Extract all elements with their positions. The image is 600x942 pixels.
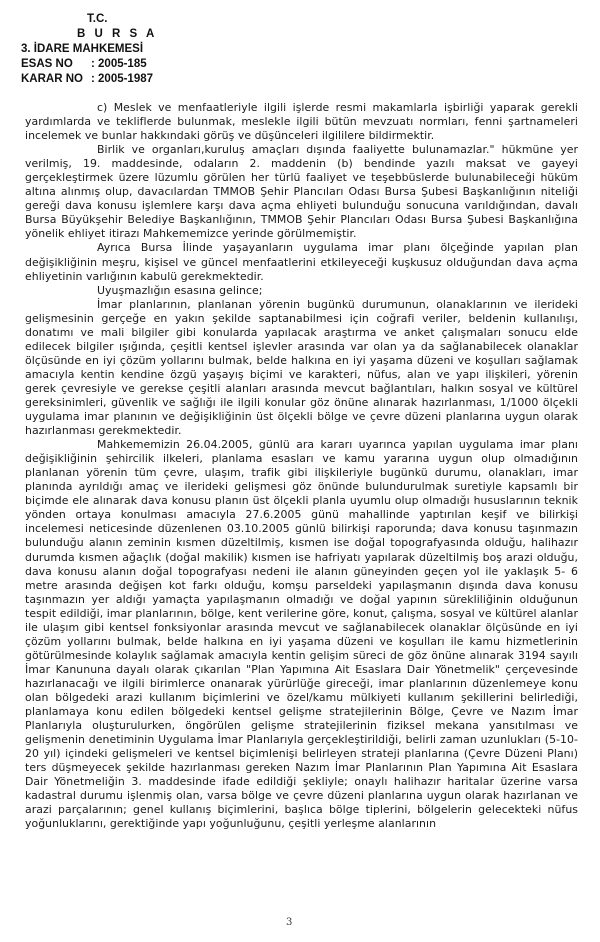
- header-city: B U R S A: [77, 28, 158, 40]
- paragraph-birlik: Birlik ve organları,kuruluş amaçları dışında faaliyette bulunamazlar." hükmüne yer verilmiş, 19. maddesinde, odaların 2. maddenin (b) bendinde yazılı maksat ve gayeyi gerçekleştirmek üzere lüzumlu görülen her türlü faaliyet ve teşebbüslerde bulunabileceği hüküm altına alınmış olup, davacılardan TMMOB Şehir Plancıları Odası Bursa Şubesi Başkanlığının niteliği gereği dava konusu işlemlere karşı dava açma ehliyeti bulunduğu sonucuna varıldığından, davalı Bursa Büyükşehir Belediye Başkanlığının, TMMOB Şehir Plancıları Odası Bursa Şubesi Başkanlığına yönelik ehliyet itirazı Mahkememizce yerinde görülmemiştir.: [25, 143, 578, 241]
- karar-value: : 2005-1987: [91, 73, 154, 85]
- esas-label: ESAS NO: [21, 58, 73, 70]
- esas-value: : 2005-185: [91, 58, 147, 70]
- paragraph-uyusmazlik: Uyuşmazlığın esasına gelince;: [97, 283, 263, 297]
- document-body: [25, 101, 578, 831]
- header-court: 3. İDARE MAHKEMESİ: [21, 43, 144, 55]
- header-tc: T.C.: [87, 13, 108, 25]
- document-header: [21, 12, 157, 87]
- paragraph-imar: İmar planlarının, planlanan yörenin bugünkü durumunun, olanaklarının ve ilerideki gelişmesinin gerçeğe en yakın şekilde saptanabilmesi için coğrafi veriler, beldenin kullanılışı, donatımı ve mali bilgiler gibi konularda yapılacak araştırma ve anket çalışmaları sonucu elde edilecek bilgiler ışığında, çeşitli kentsel işlevler arasında var olan ya da sağlanabilecek olanaklar ölçüsünde en iyi çözüm yollarını bulmak, belde halkına en iyi yaşama düzeni ve koşulları sağlamak amacıyla kentin kendine özgü yaşayış biçimi ve karakteri, nüfus, alan ve yapı ilişkileri, yörenin gerek çevresiyle ve gerekse çeşitli alanları arasında mevcut bağlantıları, halkın sosyal ve kültürel gereksinimleri, güvenlik ve sağlığı ile ilgili konular göz önüne alınarak hazırlanması, 1/1000 ölçekli uygulama imar planının ve değişikliğinin üst ölçekli bölge ve çevre düzeni planlarına uygun olarak hazırlanması gerekmektedir.: [25, 297, 578, 438]
- paragraph-ayrica: Ayrıca Bursa İlinde yaşayanların uygulama imar planı ölçeğinde yapılan plan değişikliğinin meşru, kişisel ve güncel menfaatlerini etkileyeceği kuşkusuz olduğundan dava açma ehliyetinin varlığının kabulü gerekmektedir.: [25, 241, 578, 283]
- karar-label: KARAR NO: [21, 73, 83, 85]
- header-karar: [21, 72, 157, 87]
- header-esas: [21, 57, 157, 72]
- paragraph-meslek: c) Meslek ve menfaatleriyle ilgili işlerde resmi makamlarla işbirliği yaparak gerekli yardımlarda ve tekliflerde bulunmak, meslekle ilgili bütün mevzuatı normları, fenni şartnameleri incelemek ve bunlar hakkındaki görüş ve düşünceleri ilgililere bildirmektir.: [25, 101, 578, 143]
- page-number: 3: [286, 917, 293, 928]
- paragraph-mahkememizin: Mahkememizin 26.04.2005, günlü ara kararı uyarınca yapılan uygulama imar planı değişikliğinin şehircilik ilkeleri, planlama esasları ve kamu yararına uygun olup olmadığının planlanan yörenin tüm çevre, ulaşım, trafik gibi ilişkileriyle bugünkü durumu, olanakları, imar planında ayrıldığı amaç ve ilerideki gelişmesi göz önünde bulundurulmak suretiyle kapsamlı bir biçimde ele alınarak dava konusu planın üst ölçekli planla uyumlu olup olmadığı hususlarının teknik yönden ortaya konulması amacıyla 27.6.2005 günü mahallinde yaptırılan keşif ve bilirkişi incelemesi neticesinde düzenlenen 03.10.2005 günlü bilirkişi raporunda; dava konusu taşınmazın bulunduğu alanın zeminin kısmen düzeltilmiş, kısmen ise doğal topografyasında olduğu, halihazır durumda kısmen ağaçlık (doğal makilik) kısmen ise hafriyatı yapılarak düzeltilmiş boş arazi olduğu, dava konusu alanın doğal topografyası nedeni ile alanın güneyinden geçen yol ile yaklaşık 5- 6 metre arasında değişen kot farkı olduğu, komşu parseldeki yapılaşmanın dışında dava konusu taşınmazın yer aldığı yamaçta yapılaşmanın olmadığı ve doğal yapının sürekliliğinin olduğunun tespit edildiği, imar planlarının, bölge, kent verilerine göre, konut, çalışma, sosyal ve kültürel alanlar ile ulaşım gibi kentsel fonksiyonlar arasında mevcut ve sağlanabilecek olanaklar ölçüsünde en iyi çözüm yollarını bulmak, belde halkına en iyi yaşama düzeni ve koşulları ile kamu hizmetlerinin götürülmesinde kolaylık sağlamak amacıyla kentin gelişim süreci de göz önüne alınarak 3194 sayılı İmar Kanununa dayalı olarak çıkarılan "Plan Yapımına Ait Esaslara Dair Yönetmelik" çerçevesinde hazırlanacağı ve ilgili birimlerce onanarak yürürlüğe gireceği, imar planlarının düzenlemeye konu olan bölgedeki arazi kullanım biçimlerini ve özel/kamu mülkiyeti kullanım şekillerini belirlediği, planlamaya konu edilen bölgedeki kentsel gelişme stratejilerinin Bölge, Çevre ve Nazım İmar Planlarıyla oluşturulurken, öngörülen gelişme stratejilerinin fiziksel mekana yansıtılması ve gelişmenin denetiminin Uygulama İmar Planlarıyla gerçekleştirildiği, belirli zaman uzunlukları (5-10-20 yıl) içindeki gelişmeleri ve kentsel biçimlenişi belirleyen strateji planlarına (Çevre Düzeni Planı) ters düşmeyecek şekilde hazırlanması gereken Nazım İmar Planlarının Plan Yapımına Ait Esaslara Dair Yönetmeliğin 3. maddesinde ifade edildiği şekliyle; onaylı halihazır haritalar üzerine varsa kadastral durumu işlenmiş olan, varsa bölge ve çevre düzeni planlarına uygun olarak hazırlanan ve arazi parçalarının; genel kullanış biçimlerini, başlıca bölge tiplerini, bölgelerin gelecekteki nüfus yoğunluklarını, gerektiğinde yapı yoğunluğunu, çeşitli yerleşme alanlarının: [25, 438, 578, 831]
